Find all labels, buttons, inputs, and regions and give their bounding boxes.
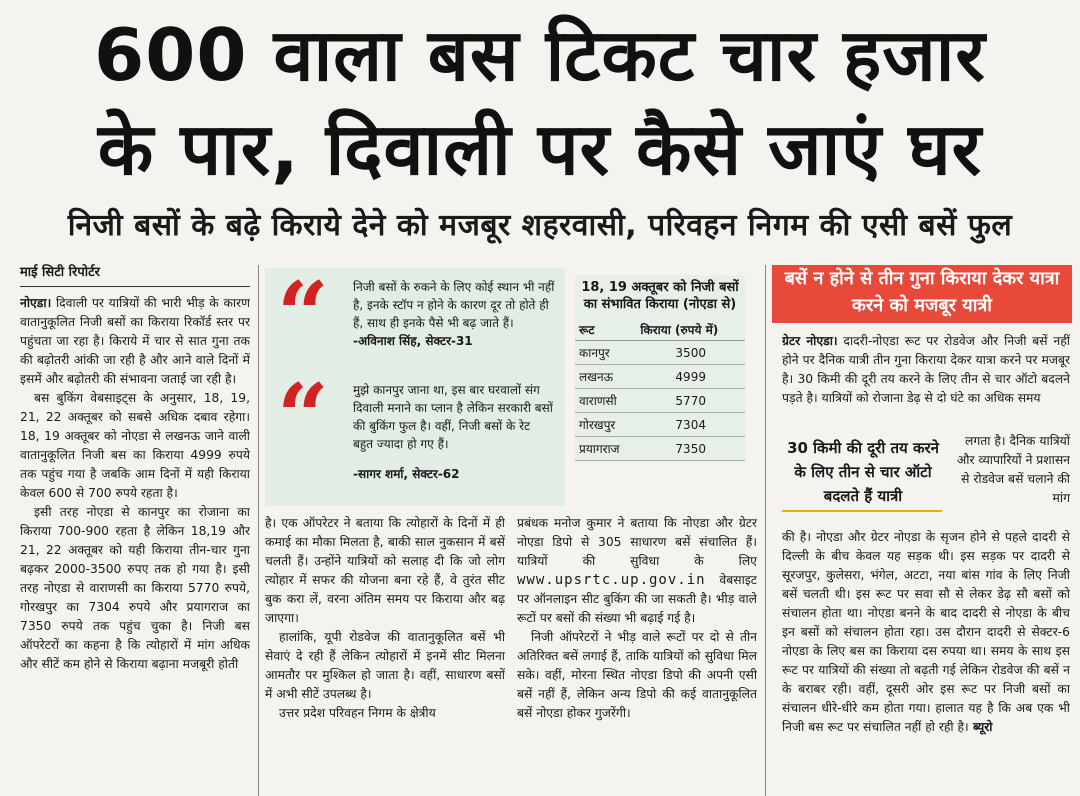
article-column-2 xyxy=(265,514,505,794)
paragraph: निजी ऑपरेटरों ने भीड़ वाले रूटों पर दो से तीन अतिरिक्त बसें लगाई हैं, ताकि यात्रियों को सुविधा मिल सके। वहीं, मोरना स्थित नोएडा डिपो की अपनी एसी बसें नहीं हैं, लेकिन अन्य डिपो की कई वातानुकूलित बसें नोएडा होकर गुजरेंगी। xyxy=(517,630,757,720)
side-story-headline: बसें न होने से तीन गुना किराया देकर यात्रा करने को मजबूर यात्री xyxy=(772,265,1072,323)
article-column-1 xyxy=(20,294,250,794)
paragraph: बस बुकिंग वेबसाइट्स के अनुसार, 18, 19, 21, 22 अक्तूबर को सबसे अधिक दबाव रहेगा। 18, 19 अक्तूबर को नोएडा से लखनऊ जाने वाली वातानुकूलित निजी बस का किराया 4999 रुपये तक पहुंच गया है जबकि आम दिनों में यही किराया केवल 600 से 700 रुपये रहता है। xyxy=(20,391,250,500)
fare-cell: 5770 xyxy=(636,389,745,413)
pull-quote: 30 किमी की दूरी तय करने के लिए तीन से चार ऑटो बदलते हैं यात्री xyxy=(787,439,939,505)
fare-cell: 7304 xyxy=(636,413,745,437)
headline-line-1: 600 वाला बस टिकट चार हजार xyxy=(94,13,986,97)
column-header-route: रूट xyxy=(575,319,636,341)
pull-quote-underline xyxy=(782,510,942,512)
quote-attribution: -अविनाश सिंह, सेक्टर-31 xyxy=(353,334,473,348)
article-column-3 xyxy=(517,514,757,794)
quote-1: निजी बसों के रुकने के लिए कोई स्थान भी नहीं है, इनके स्टॉप न होने के कारण दूर तो होते ही हैं, साथ ही इनके पैसे भी बढ़ जाते हैं। -अविनाश सिंह, सेक्टर-31 xyxy=(353,280,555,348)
paragraph: प्रबंधक मनोज कुमार ने बताया कि नोएडा और ग्रेटर नोएडा डिपो से 305 साधारण बसें संचालित हैं। यात्रियों की सुविधा के लिए www.upsrtc.up.gov.in वेबसाइट पर ऑनलाइन सीट बुकिंग की जा सकती है। भीड़ वाले रूटों पर बसों की संख्या भी बढ़ाई गई है। xyxy=(517,516,757,625)
quote-attribution: -सागर शर्मा, सेक्टर-62 xyxy=(353,467,460,481)
table-row xyxy=(575,413,745,437)
paragraph: है। एक ऑपरेटर ने बताया कि त्योहारों के दिनों में ही कमाई का मौका मिलता है, बाकी साल नुकसान में बसें चलती हैं। उन्होंने यात्रियों को सलाह दी कि जो लोग त्योहार में सफर की योजना बना रहे हैं, वे तुरंत सीट बुक करा लें, वरना अंतिम समय पर किराया और बढ़ जाएगा। xyxy=(265,516,505,625)
side-story-narrow: लगता है। दैनिक यात्रियों और व्यापारियों ने प्रशासन से रोडवेज बसें चलाने की मांग xyxy=(956,434,1070,505)
dateline: नोएडा। xyxy=(20,296,52,310)
table-header-row xyxy=(575,319,745,341)
fare-table-box xyxy=(575,275,745,461)
website-link[interactable]: www.upsrtc.up.gov.in xyxy=(517,572,706,588)
fare-cell: 7350 xyxy=(636,437,745,461)
table-row xyxy=(575,365,745,389)
table-row xyxy=(575,341,745,365)
quote-2: मुझे कानपुर जाना था, इस बार घरवालों संग दिवाली मनाने का प्लान है लेकिन सरकारी बसों की बुकिंग फुल है। वहीं, निजी बसों के रेट बहुत ज्यादा हो गए हैं। -सागर शर्मा, सेक्टर-62 xyxy=(353,383,553,481)
subheadline: निजी बसों के बढ़े किराये देने को मजबूर शहरवासी, परिवहन निगम की एसी बसें फुल xyxy=(67,208,1013,243)
route-cell: कानपुर xyxy=(575,341,636,365)
paragraph: हालांकि, यूपी रोडवेज की वातानुकूलित बसें भी सेवाएं दे रही हैं लेकिन त्योहारों में इनमें सीट मिलना आमतौर पर मुश्किल हो जाता है। वहीं, साधारण बसों में अभी सीटें उपलब्ध है। xyxy=(265,630,505,701)
column-header-fare: किराया (रुपये में) xyxy=(636,319,745,341)
route-cell: वाराणसी xyxy=(575,389,636,413)
quote-mark-icon: “ xyxy=(277,364,329,470)
column-divider xyxy=(258,265,259,796)
fare-table xyxy=(575,319,745,461)
quote-mark-icon: “ xyxy=(277,262,329,368)
route-cell: लखनऊ xyxy=(575,365,636,389)
paragraph: नोएडा। दिवाली पर यात्रियों की भारी भीड़ के कारण वातानुकूलित निजी बसों का किराया रिकॉर्ड स्तर पर पहुंचता जा रहा है। किराये में चार से सात गुना तक की बढ़ोतरी आंकी जा रही है और आने वाले दिनों में इसमें और बढ़ोतरी की संभावना जताई जा रही है। xyxy=(20,296,250,386)
paragraph: की है। नोएडा और ग्रेटर नोएडा के सृजन होने से पहले दादरी से दिल्ली के बीच केवल यह सड़क थी। इस सड़क पर दादरी से सूरजपुर, कुलेसरा, भंगेल, अटटा, नया बांस गांव के लिए निजी बसें चलती थी। इस रूट पर सवा सौ से लेकर डेढ़ सौ बसों को संचालन होता था। नोएडा बनने के बाद दादरी से नोएडा के बीच इन बसों को संचालन होता रहा। उस दौरान दादरी से सेक्टर-6 नोएडा के लिए बस का किराया दस रुपया था। समय के साथ इस रूट पर यात्रियों की संख्या तो बढ़ती गई लेकिन रोडवेज की बसें न के बराबर रही। वहीं, दूसरी ओर इस रूट पर निजी बसों का संचालन धीरे-धीरे कम होता गया। हालात यह है कि अब एक भी निजी बस रूट पर संचालित नहीं हो रही है। ब्यूरो xyxy=(782,530,1070,734)
fare-cell: 3500 xyxy=(636,341,745,365)
paragraph: इसी तरह नोएडा से कानपुर का रोजाना का किराया 700-900 रहता है लेकिन 18,19 और 21, 22 अक्तूबर को यही किराया तीन-चार गुना बढ़कर 2000-3500 रुपए तक हो गया है। इसी तरह नोएडा से वाराणसी का किराया 5770 रुपये, गोरखपुर का 7304 रुपये और प्रयागराज का 7350 रुपये तक पहुंच चुका है। निजी बस ऑपरेटरों का कहना है कि त्योहारों में मांग अधिक और सीटें कम होने से किराया बढ़ाना मजबूरी होती xyxy=(20,505,250,671)
table-row xyxy=(575,437,745,461)
paragraph: ग्रेटर नोएडा। दादरी-नोएडा रूट पर रोडवेज और निजी बसें नहीं होने पर दैनिक यात्री तीन गुना किराया देकर यात्रा करने पर मजबूर है। 30 किमी की दूरी तय करने के लिए तीन से चार ऑटो बदलने पड़ते है। यात्रियों को रोजाना डेढ़ से दो घंटे का अधिक समय xyxy=(782,334,1070,405)
fare-table-title: 18, 19 अक्तूबर को निजी बसों का संभावित किराया (नोएडा से) xyxy=(581,280,739,312)
headline-line-2: के पार, दिवाली पर कैसे जाएं घर xyxy=(97,107,983,191)
side-story-body xyxy=(782,332,1070,430)
column-divider xyxy=(765,265,766,796)
side-story-body-2 xyxy=(782,528,1070,794)
route-cell: प्रयागराज xyxy=(575,437,636,461)
route-cell: गोरखपुर xyxy=(575,413,636,437)
quote-box xyxy=(265,262,565,506)
dateline: ग्रेटर नोएडा। xyxy=(782,334,838,348)
signoff: ब्यूरो xyxy=(968,720,993,734)
table-row xyxy=(575,389,745,413)
byline: माई सिटी रिपोर्टर xyxy=(20,262,250,287)
fare-cell: 4999 xyxy=(636,365,745,389)
paragraph: उत्तर प्रदेश परिवहन निगम के क्षेत्रीय xyxy=(279,706,436,720)
